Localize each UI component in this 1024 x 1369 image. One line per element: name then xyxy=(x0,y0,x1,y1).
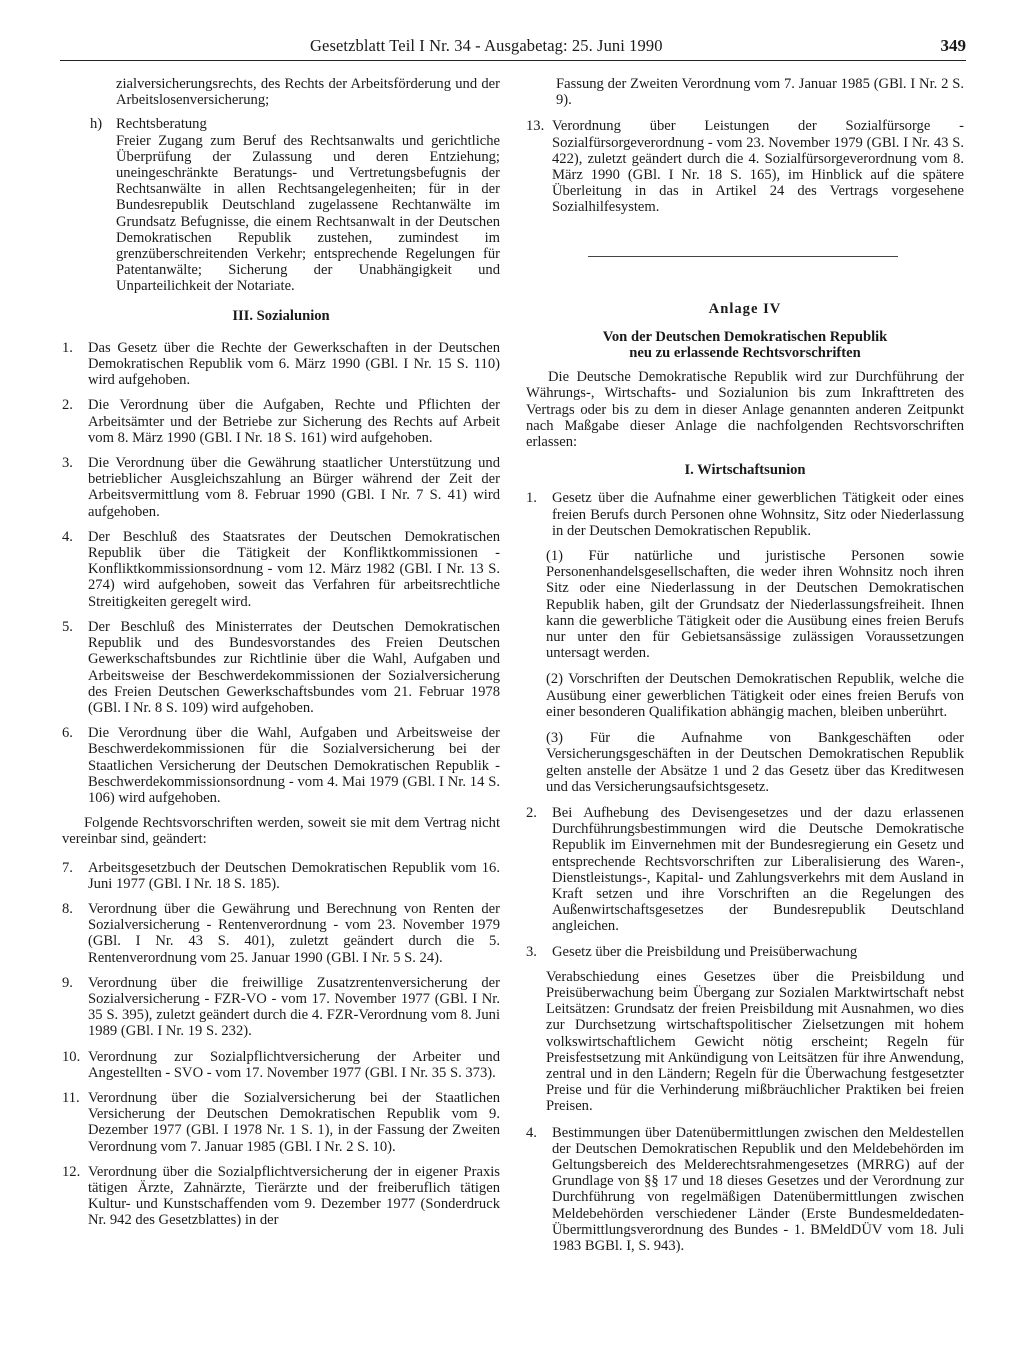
item-number: 8. xyxy=(62,900,73,917)
item-text: Der Beschluß des Staatsrates der Deutschen Demokratischen Republik über die Tätigkeit der Konfliktkommissionen -Konfliktkommissionsordnung - vom 12. März 1982 (GBl. I Nr. 13 S. 274) wird aufgehoben, soweit das Verfahren für arbeitsrechtliche Streitigkeiten geregelt wird. xyxy=(88,528,500,610)
item-number: 2. xyxy=(62,397,73,414)
header-title: Gesetzblatt Teil I Nr. 34 - Ausgabetag: 25. Juni 1990 xyxy=(310,36,663,55)
item-text: Gesetz über die Aufnahme einer gewerblichen Tätigkeit oder eines freien Berufs durch Personen ohne Wohnsitz, Sitz oder Niederlassung in der Deutschen Demokratischen Republik. xyxy=(552,490,964,539)
item-number: 4. xyxy=(526,1124,537,1141)
item-text: Verordnung über die Sozialversicherung bei der Staatlichen Versicherung der Deutschen Demokratischen Republik vom 9. Dezember 1977 (GBl. I 1978 Nr. 1 S. 1), in der Fassung der Zweiten Verordnung vom 7. Januar 1985 (GBl. I Nr. 2 S. 10). xyxy=(88,1089,500,1155)
list-item xyxy=(526,490,964,539)
item-number: 2. xyxy=(526,804,537,821)
list-item xyxy=(526,118,964,215)
list-item xyxy=(62,397,500,446)
list-item xyxy=(62,340,500,389)
sub-paragraph: (1) Für natürliche und juristische Personen sowie Personenhandelsgesellschaften, die weder ihren Wohnsitz noch ihren Sitz oder eine Niederlassung in der Deutschen Demokratischen Republik haben, gilt der Grundsatz der Niederlassungsfreiheit. Ihnen kann die gewerbliche Tätigkeit oder die Ausübung eines freien Berufs nur unter den für Gebietsansässige zulässigen Voraussetzungen untersagt werden. xyxy=(546,548,964,662)
item-number: 12. xyxy=(62,1163,81,1180)
page-number: 349 xyxy=(940,36,966,55)
anlage-subtitle xyxy=(526,329,964,361)
anlage-title: Anlage IV xyxy=(708,300,782,317)
item-text: Die Verordnung über die Aufgaben, Rechte und Pflichten der Arbeitsämter und der Betriebe zur Sicherung des Rechts auf Arbeit vom 8. März 1990 (GBl. I Nr. 18 S. 161) wird aufgehoben. xyxy=(88,397,500,446)
item-text: Freier Zugang zum Beruf des Rechtsanwalts und gerichtliche Überprüfung der Zulassung und deren Entziehung; uneingeschränkte Beratungs- und Vertretungsbefugnis der Rechtsanwälte in allen Rechtsangelegenheiten; für in der Bundesrepublik Deutschland zugelassene Rechtanwälte im Grundsatz Befugnisse, die einem Rechtsanwalt in der Deutschen Demokratischen Republik zustehen, zumindest im grenzüberschreitenden Verkehr; entsprechende Regelungen für Patentanwälte; Sicherung der Unabhängigkeit und Unparteilichkeit der Notariate. xyxy=(116,132,500,295)
item-text: Bestimmungen über Datenübermittlungen zwischen den Meldestellen der Deutschen Demokratischen Republik und den Meldebehörden im Geltungsbereich des Melderechtsrahmengesetzes (MRRG) auf der Grundlage von §§ 17 und 18 dieses Gesetzes und der Verordnung zur Durchführung von regelmäßigen Datenübermittlungen zwischen Meldebehörden verschiedener Länder (Erste Bundesmeldedaten-Übermittlungsverordnung des Bundes - 1. BMeldDÜV vom 18. Juli 1983 BGBl. I, S. 943). xyxy=(552,1124,964,1254)
list-item xyxy=(62,1164,500,1229)
item-list-a xyxy=(62,340,500,806)
continuation-text: zialversicherungsrechts, des Rechts der Arbeitsförderung und der Arbeitslosenversicherung; xyxy=(116,76,500,109)
item-number: 5. xyxy=(62,618,73,635)
continuation-text: Fassung der Zweiten Verordnung vom 7. Januar 1985 (GBl. I Nr. 2 S. 9). xyxy=(556,76,964,109)
intro-text: Folgende Rechtsvorschriften werden, soweit sie mit dem Vertrag nicht vereinbar sind, geändert: xyxy=(62,815,500,848)
sub-paragraph: (2) Vorschriften der Deutschen Demokratischen Republik, welche die Ausübung einer gewerblichen Tätigkeit oder eines freien Berufs von einer besonderen Qualifikation abhängig machen, bleiben unberührt. xyxy=(546,671,964,720)
list-item xyxy=(62,975,500,1040)
item-number: 10. xyxy=(62,1048,81,1065)
section-heading: III. Sozialunion xyxy=(232,307,330,324)
item-text: Gesetz über die Preisbildung und Preisüberwachung xyxy=(552,943,858,960)
list-item xyxy=(62,1049,500,1081)
divider-rule xyxy=(588,256,898,257)
item-title: Rechtsberatung xyxy=(116,116,207,133)
item-text: Die Verordnung über die Gewährung staatlicher Unterstützung und betrieblicher Ausgleichszahlung an Bürger während der Zeit der Arbeitsvermittlung vom 8. Februar 1990 (GBl. I Nr. 7 S. 41) wird aufgehoben. xyxy=(88,455,500,520)
item-text: Verordnung über die freiwillige Zusatzrentenversicherung der Sozialversicherung - FZR-VO - vom 17. November 1977 (GBl. I Nr. 35 S. 395), zuletzt geändert durch die 4. FZR-Verordnung vom 8. Juni 1989 (GBl. I Nr. 19 S. 232). xyxy=(88,974,500,1040)
item-h xyxy=(62,116,500,294)
anlage-subtitle-line: Von der Deutschen Demokratischen Republik xyxy=(602,328,888,345)
item-text: Arbeitsgesetzbuch der Deutschen Demokratischen Republik vom 16. Juni 1977 (GBl. I Nr. 18 S. 185). xyxy=(88,859,500,892)
item-number: 4. xyxy=(62,528,73,545)
right-column xyxy=(526,76,964,1263)
item-number: 3. xyxy=(526,943,537,960)
item-text: Verordnung zur Sozialpflichtversicherung der Arbeiter und Angestellten - SVO - vom 17. November 1977 (GBl. I Nr. 35 S. 373). xyxy=(88,1048,500,1081)
item-text: Der Beschluß des Ministerrates der Deutschen Demokratischen Republik und des Bundesvorstandes des Freien Deutschen Gewerkschaftsbundes zur Richtlinie über die Wahl, Aufgaben und Arbeitsweise der Beschwerdekommissionen der Sozialversicherung des Freien Deutschen Gewerkschaftsbundes vom 21. Februar 1978 (GBl. I Nr. 8 S. 109) wird aufgehoben. xyxy=(88,618,500,716)
list-item xyxy=(526,944,964,960)
list-item xyxy=(62,860,500,892)
item-text: Die Verordnung über die Wahl, Aufgaben und Arbeitsweise der Beschwerdekommissionen für die Sozialversicherung bei der Staatlichen Versicherung der Deutschen Demokratischen Republik - Beschwerdekommissionsordnung - vom 4. Mai 1979 (GBl. I Nr. 14 S. 106) wird aufgehoben. xyxy=(88,725,500,806)
item-number: 7. xyxy=(62,859,73,876)
item-text: Verordnung über die Sozialpflichtversicherung der in eigener Praxis tätigen Ärzte, Zahnärzte, Tierärzte und der freiberuflich tätigen Kultur- und Kunstschaffenden vom 9. Dezember 1977 (Sonderdruck Nr. 942 des Gesetzblattes) in der xyxy=(88,1163,500,1229)
item-number: 11. xyxy=(62,1089,80,1106)
section-heading: I. Wirtschaftsunion xyxy=(684,462,806,479)
list-item xyxy=(62,725,500,806)
anlage-intro: Die Deutsche Demokratische Republik wird zur Durchführung der Währungs-, Wirtschafts- und Sozialunion bis zum Inkrafttreten des Vertrags oder bis zu dem in dieser Anlage genannten anderen Zeitpunkt nach Maßgabe dieser Anlage die nachfolgenden Rechtsvorschriften erlassen: xyxy=(526,369,964,451)
item-label: h) xyxy=(90,116,103,133)
list-item xyxy=(62,529,500,610)
item-list-b xyxy=(62,860,500,1229)
anlage-subtitle-line: neu zu erlassende Rechtsvorschriften xyxy=(629,345,861,362)
list-item xyxy=(62,455,500,520)
item-text: Das Gesetz über die Rechte der Gewerkschaften in der Deutschen Demokratischen Republik vom 6. März 1990 (GBl. I Nr. 15 S. 110) wird aufgehoben. xyxy=(88,339,500,389)
sub-paragraph: (3) Für die Aufnahme von Bankgeschäften oder Versicherungsgeschäften in der Deutschen Demokratischen Republik gelten anstelle der Absätze 1 und 2 das Gesetz über das Kreditwesen und das Versicherungsaufsichtsgesetz. xyxy=(546,730,964,795)
item-number: 1. xyxy=(62,339,73,356)
item-number: 6. xyxy=(62,725,73,742)
list-item xyxy=(526,805,964,935)
list-item xyxy=(526,1125,964,1255)
list-item xyxy=(62,1090,500,1155)
item-number: 13. xyxy=(526,118,545,135)
item-number: 3. xyxy=(62,455,73,472)
item-number: 9. xyxy=(62,974,73,991)
item-number: 1. xyxy=(526,490,537,507)
left-column xyxy=(62,76,500,1238)
sub-paragraph: Verabschiedung eines Gesetzes über die Preisbildung und Preisüberwachung beim Übergang zur Sozialen Marktwirtschaft nebst Leitsätzen: Grundsatz der freien Preisbildung mit Ausnahmen, wo dies zur Durchsetzung wirtschaftspolitischer Zielsetzungen mit hohem volkswirtschaftlichem Gewicht nötig erscheint; Regeln für Preisfestsetzung mit Ankündigung von Leitsätzen für ihre Anwendung, zentral und in den Ländern; Regeln für die Überwachung festgesetzter Preise und für die Verhinderung mißbräuchlicher Praktiken bei freien Preisen. xyxy=(546,968,964,1115)
item-text: Verordnung über die Gewährung und Berechnung von Renten der Sozialversicherung - Rentenverordnung - vom 23. November 1979 (GBl. I Nr. 43 S. 401), zuletzt geändert durch die 5. Rentenverordnung vom 25. Januar 1990 (GBl. I Nr. 5 S. 24). xyxy=(88,900,500,966)
list-item xyxy=(62,619,500,716)
list-item xyxy=(62,901,500,966)
item-text: Verordnung über Leistungen der Sozialfürsorge - Sozialfürsorgeverordnung - vom 23. November 1979 (GBl. I Nr. 43 S. 422), zuletzt geändert durch die 4. Sozialfürsorgeverordnung vom 8. März 1990 (GBl. I Nr. 18 S. 165), im Hinblick auf die spätere Überleitung in das in Artikel 24 des Vertrags vorgesehene Sozialhilfesystem. xyxy=(552,118,964,216)
page-header xyxy=(60,30,966,61)
item-text: Bei Aufhebung des Devisengesetzes und der dazu erlassenen Durchführungsbestimmungen wird die Deutsche Demokratische Republik im Einvernehmen mit der Bundesregierung ein Gesetz und entsprechende Rechtsvorschriften zur Liberalisierung des Waren-, Dienstleistungs-, Kapital- und Zahlungsverkehrs mit dem Ausland in Kraft setzen und ihre Vorschriften an die Regelungen des Außenwirtschaftsgesetzes der Bundesrepublik Deutschland angleichen. xyxy=(552,804,964,935)
